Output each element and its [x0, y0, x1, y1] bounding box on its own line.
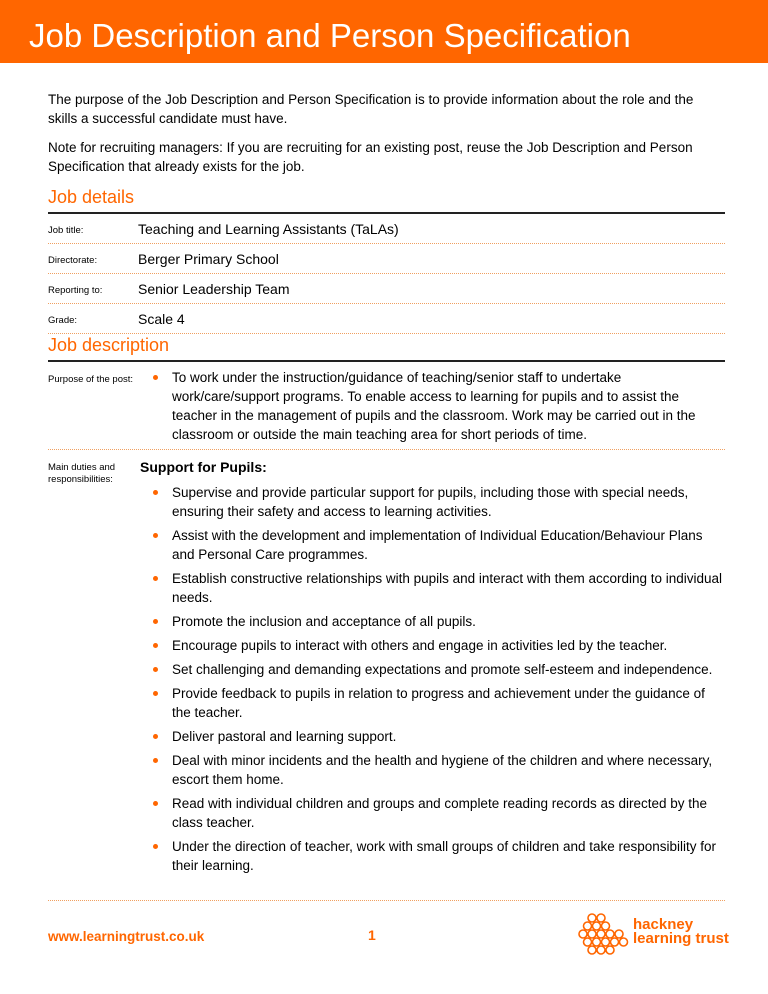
- logo-wordmark: [633, 918, 729, 946]
- document-body: [48, 90, 725, 880]
- job-details-row: [48, 244, 725, 274]
- duty-item: Encourage pupils to interact with others and engage in activities led by the teacher.: [138, 636, 725, 655]
- job-details-label: Directorate:: [48, 255, 98, 266]
- page-number: 1: [368, 927, 376, 943]
- job-details-label: Job title:: [48, 225, 84, 236]
- job-details-table: [48, 214, 725, 334]
- purpose-text: To work under the instruction/guidance of teaching/senior staff to undertake work/care/support programs. To enable access to learning for pupils and to assist the teacher in the management of pupils and the classroom. Work may be carried out in the classroom or outside the main teaching area for short periods of time.: [138, 368, 725, 444]
- footer-url-link[interactable]: www.learningtrust.co.uk: [48, 929, 205, 944]
- honeycomb-logo-icon: [578, 913, 630, 959]
- intro-paragraph: The purpose of the Job Description and Person Specification is to provide information about the role and the skills a successful candidate must have.: [48, 92, 694, 126]
- job-details-heading: Job details: [48, 186, 725, 214]
- job-details-label: Reporting to:: [48, 285, 103, 296]
- job-details-row: [48, 304, 725, 334]
- job-details-row: [48, 214, 725, 244]
- job-details-value: Scale 4: [138, 311, 185, 327]
- duty-item: Assist with the development and implementation of Individual Education/Behaviour Plans and Personal Care programmes.: [138, 526, 725, 564]
- duty-item: Set challenging and demanding expectations and promote self-esteem and independence.: [138, 660, 725, 679]
- duties-row: [48, 450, 725, 880]
- duty-item: Supervise and provide particular support for pupils, including those with special needs, ensuring their safety and access to learning activities.: [138, 483, 725, 521]
- duty-item: Promote the inclusion and acceptance of all pupils.: [138, 612, 725, 631]
- job-details-value: Senior Leadership Team: [138, 281, 290, 297]
- duties-label: Main duties and responsibilities:: [48, 462, 116, 485]
- duty-item: Provide feedback to pupils in relation to progress and achievement under the guidance of the teacher.: [138, 684, 725, 722]
- job-details-value: Teaching and Learning Assistants (TaLAs): [138, 221, 399, 237]
- job-details-value: Berger Primary School: [138, 251, 279, 267]
- purpose-label: Purpose of the post:: [48, 374, 134, 385]
- page-header: [0, 0, 768, 63]
- duty-item: Read with individual children and groups and complete reading records as directed by the class teacher.: [138, 794, 725, 832]
- duties-list: [138, 483, 725, 875]
- purpose-list: [138, 368, 725, 444]
- duty-item: Establish constructive relationships with pupils and interact with them according to individual needs.: [138, 569, 725, 607]
- recruiting-note-paragraph: Note for recruiting managers: If you are recruiting for an existing post, reuse the Job Description and Person Specification that already exists for the job.: [48, 140, 693, 174]
- support-for-pupils-subheading: Support for Pupils:: [140, 459, 267, 475]
- job-details-label: Grade:: [48, 315, 78, 326]
- duty-item: Deliver pastoral and learning support.: [138, 727, 725, 746]
- job-description-heading: Job description: [48, 334, 725, 362]
- duty-item: Deal with minor incidents and the health and hygiene of the children and where necessary, escort them home.: [138, 751, 725, 789]
- page-title: Job Description and Person Specification: [29, 17, 631, 54]
- purpose-row: [48, 362, 725, 450]
- duty-item: Under the direction of teacher, work with small groups of children and take responsibility for their learning.: [138, 837, 725, 875]
- job-details-row: [48, 274, 725, 304]
- logo-line-learning-trust: learning trust: [633, 930, 729, 947]
- logo-line-hackney: hackney: [633, 916, 694, 933]
- footer-divider: [48, 900, 725, 901]
